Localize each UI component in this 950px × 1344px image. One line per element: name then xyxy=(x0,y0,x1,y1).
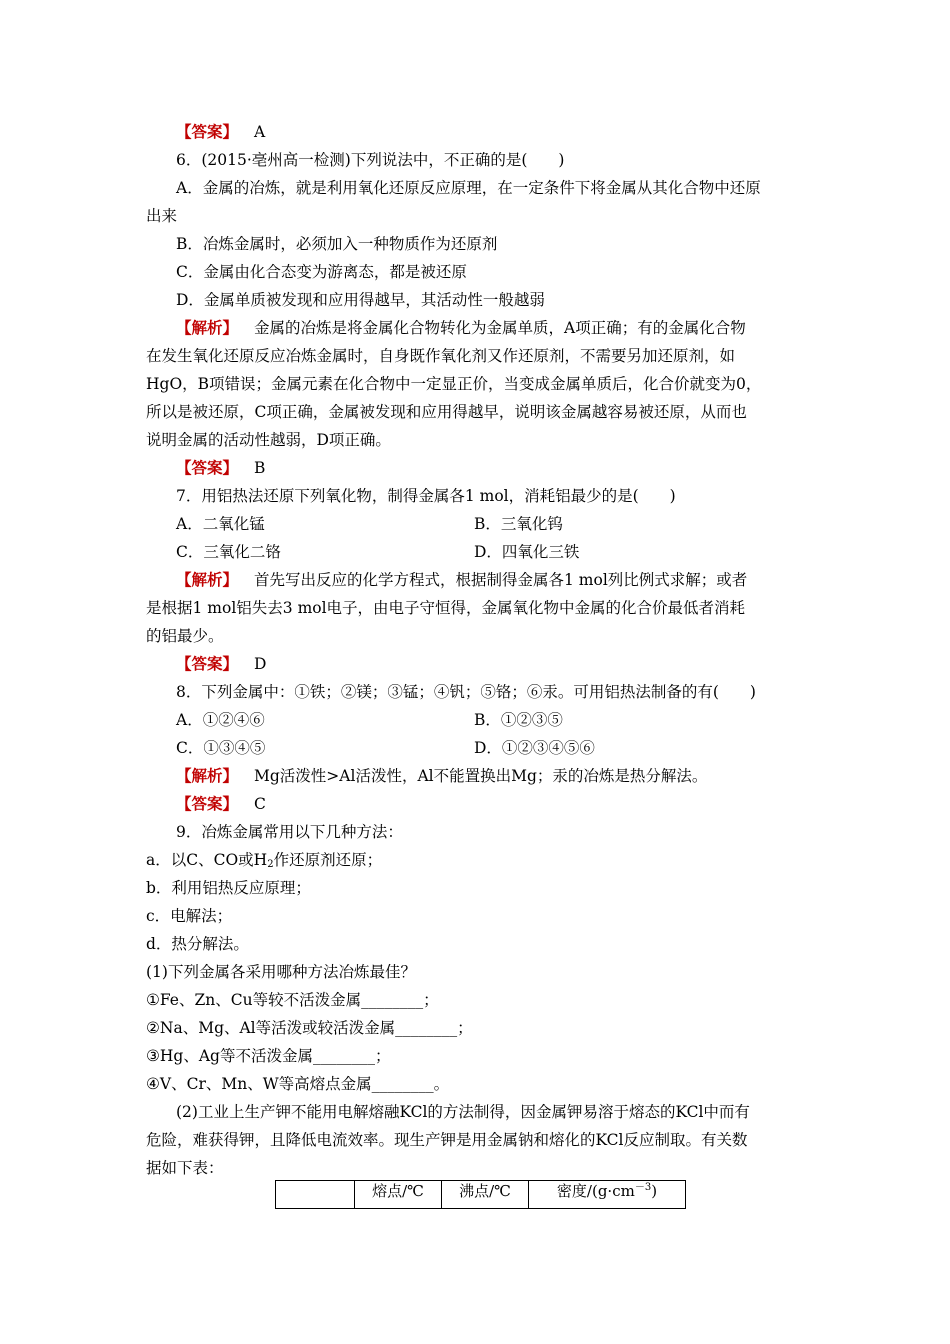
q7-stem: 7．用铝热法还原下列氧化物，制得金属各1 mol，消耗铝最少的是( ) xyxy=(176,487,676,505)
q6-option-a-cont: 出来 xyxy=(146,207,178,225)
q9-method-a-text: a．以C、CO或H xyxy=(146,851,268,869)
table-header-empty xyxy=(276,1181,355,1209)
q7-options-row-2 xyxy=(146,538,810,566)
q7-answer-line xyxy=(146,650,810,678)
q6-stem: 6．(2015·亳州高一检测)下列说法中，不正确的是( ) xyxy=(176,151,565,169)
answer-label: 【答案】 xyxy=(176,794,239,813)
q8-analysis-line xyxy=(146,762,810,790)
q7-option-c: C．三氧化二铬 xyxy=(176,543,281,561)
q9-part1: (1)下列金属各采用哪种方法冶炼最佳？ xyxy=(146,963,416,981)
q9-part2-cont: 危险，难获得钾，且降低电流效率。现生产钾是用金属钠和熔化的KCl反应制取。有关数 xyxy=(146,1131,748,1149)
q7-option-b: B．三氧化钨 xyxy=(474,515,563,533)
q6-answer: B xyxy=(254,459,266,477)
q6-analysis-cont: 说明金属的活动性越弱，D项正确。 xyxy=(146,431,391,449)
q7-analysis-line xyxy=(146,566,810,594)
q8-answer: C xyxy=(254,795,266,813)
h2-subscript: 2 xyxy=(267,859,274,870)
q6-analysis-text: 金属的冶炼是将金属化合物转化为金属单质，A项正确；有的金属化合物 xyxy=(254,319,746,337)
q8-stem: 8．下列金属中：①铁；②镁；③锰；④钒；⑤铬；⑥汞。可用铝热法制备的有( ) xyxy=(176,683,756,701)
table-header-density xyxy=(529,1181,686,1209)
q6-analysis-cont: HgO，B项错误；金属元素在化合物中一定显正价，当变成金属单质后，化合价就变为0， xyxy=(146,375,762,393)
q9-method-a-text-end: 作还原剂还原； xyxy=(273,851,383,869)
q9-method-c: c．电解法； xyxy=(146,907,233,925)
answer-label: 【答案】 xyxy=(176,458,239,477)
q6-option-b: B．冶炼金属时，必须加入一种物质作为还原剂 xyxy=(176,235,498,253)
q8-options-row-1 xyxy=(146,706,810,734)
q5-answer: A xyxy=(254,123,266,141)
q9-method-a xyxy=(146,846,810,874)
analysis-label: 【解析】 xyxy=(176,570,239,589)
q6-analysis-cont: 所以是被还原，C项正确，金属被发现和应用得越早，说明该金属越容易被还原，从而也 xyxy=(146,403,747,421)
q8-option-d: D．①②③④⑤⑥ xyxy=(474,739,595,757)
table-header-boiling: 沸点/℃ xyxy=(442,1181,529,1209)
density-label-end: ) xyxy=(651,1182,658,1200)
table-header-row xyxy=(276,1181,686,1209)
q8-option-b: B．①②③⑤ xyxy=(474,711,563,729)
density-label: 密度/(g·cm xyxy=(556,1182,635,1200)
q7-option-d: D．四氧化三铁 xyxy=(474,543,580,561)
q9-part2: (2)工业上生产钾不能用电解熔融KCl的方法制得，因金属钾易溶于熔态的KCl中而有 xyxy=(176,1103,750,1121)
q8-analysis-text: Mg活泼性>Al活泼性，Al不能置换出Mg；汞的冶炼是热分解法。 xyxy=(254,767,708,785)
q9-item-4: ④V、Cr、Mn、W等高熔点金属________。 xyxy=(146,1075,450,1093)
q7-answer: D xyxy=(254,655,267,673)
q8-option-c: C．①③④⑤ xyxy=(176,739,266,757)
q7-options-row-1 xyxy=(146,510,810,538)
density-exponent: －3 xyxy=(634,1182,652,1193)
page-content xyxy=(146,118,810,1182)
answer-label: 【答案】 xyxy=(176,654,239,673)
q8-option-a: A．①②④⑥ xyxy=(176,711,265,729)
q5-answer-line xyxy=(146,118,810,146)
q6-option-a: A．金属的冶炼，就是利用氧化还原反应原理，在一定条件下将金属从其化合物中还原 xyxy=(176,179,761,197)
q6-option-c: C．金属由化合态变为游离态，都是被还原 xyxy=(176,263,467,281)
q7-analysis-cont: 是根据1 mol铝失去3 mol电子，由电子守恒得，金属氧化物中金属的化合价最低者消耗 xyxy=(146,599,746,617)
q8-options-row-2 xyxy=(146,734,810,762)
q9-item-3: ③Hg、Ag等不活泼金属________； xyxy=(146,1047,391,1065)
q9-item-1: ①Fe、Zn、Cu等较不活泼金属________； xyxy=(146,991,439,1009)
q9-stem: 9．冶炼金属常用以下几种方法： xyxy=(176,823,403,841)
q6-option-d: D．金属单质被发现和应用得越早，其活动性一般越弱 xyxy=(176,291,545,309)
q7-analysis-text: 首先写出反应的化学方程式，根据制得金属各1 mol列比例式求解；或者 xyxy=(254,571,748,589)
q6-answer-line xyxy=(146,454,810,482)
analysis-label: 【解析】 xyxy=(176,766,239,785)
q8-answer-line xyxy=(146,790,810,818)
q7-option-a: A．二氧化锰 xyxy=(176,515,265,533)
q6-analysis-line xyxy=(146,314,810,342)
q9-method-b: b．利用铝热反应原理； xyxy=(146,879,311,897)
q9-part2-cont: 据如下表： xyxy=(146,1159,224,1177)
table-header-melting: 熔点/℃ xyxy=(355,1181,442,1209)
q9-item-2: ②Na、Mg、Al等活泼或较活泼金属________； xyxy=(146,1019,473,1037)
q7-analysis-cont: 的铝最少。 xyxy=(146,627,224,645)
q6-analysis-cont: 在发生氧化还原反应冶炼金属时，自身既作氧化剂又作还原剂，不需要另加还原剂，如 xyxy=(146,347,736,365)
answer-label: 【答案】 xyxy=(176,122,239,141)
q9-method-d: d．热分解法。 xyxy=(146,935,249,953)
analysis-label: 【解析】 xyxy=(176,318,239,337)
data-table xyxy=(275,1180,686,1209)
